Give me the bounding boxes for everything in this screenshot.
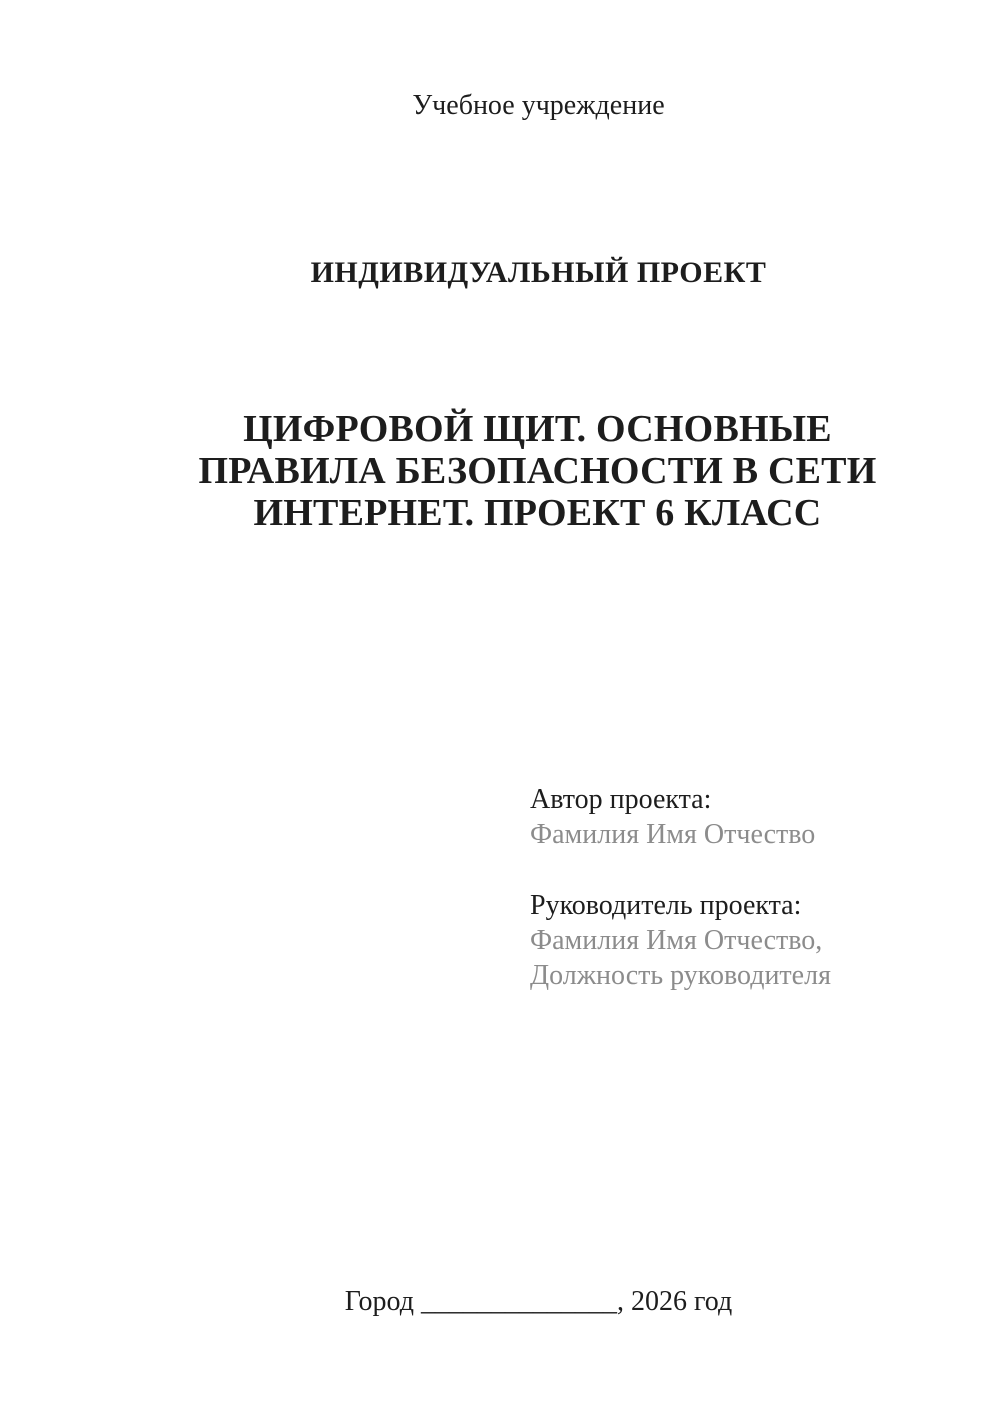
city-year-line: Город ______________, 2026 год [344, 1286, 733, 1317]
credits-block [530, 782, 831, 993]
author-name-placeholder: Фамилия Имя Отчество [530, 819, 816, 850]
project-title-line-3: ИНТЕРНЕТ. ПРОЕКТ 6 КЛАСС [253, 492, 822, 534]
supervisor-label: Руководитель проекта: [530, 890, 802, 921]
supervisor-position-placeholder: Должность руководителя [530, 960, 831, 991]
project-type-heading: ИНДИВИДУАЛЬНЫЙ ПРОЕКТ [310, 256, 767, 289]
supervisor-name-placeholder: Фамилия Имя Отчество, [530, 925, 823, 956]
author-label: Автор проекта: [530, 784, 712, 815]
project-title-line-1: ЦИФРОВОЙ ЩИТ. ОСНОВНЫЕ [243, 408, 832, 450]
project-title [110, 408, 965, 534]
institution-line: Учебное учреждение [412, 90, 665, 121]
project-title-line-2: ПРАВИЛА БЕЗОПАСНОСТИ В СЕТИ [198, 450, 877, 492]
credits-spacer [530, 852, 831, 888]
